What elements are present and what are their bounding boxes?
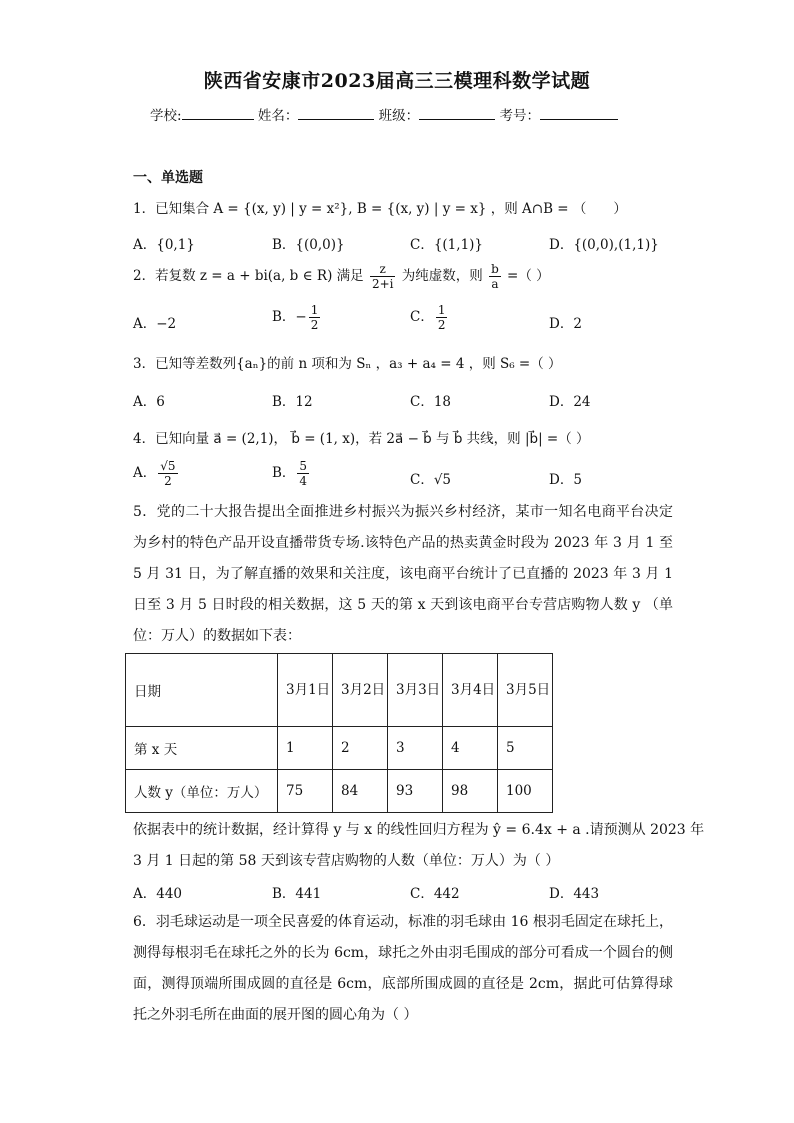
student-info-line (150, 104, 618, 124)
table-header-cell: 3月1日 (278, 654, 333, 727)
q4-option-a-fraction (158, 459, 177, 488)
q2-option-c-label: C． (410, 309, 434, 325)
table-row (126, 654, 553, 727)
section-title: 一、单选题 (133, 170, 203, 186)
q4-option-c[interactable]: C．√5 (410, 472, 452, 488)
q2-option-c-fraction (436, 303, 448, 332)
q4-option-a-num: √5 (160, 459, 176, 473)
question-5-text: 5．党的二十大报告提出全面推进乡村振兴为振兴乡村经济，某市一知名电商平台决定为乡村的特色产品开设直播带货专场.该特色产品的热卖黄金时段为 2023 年 3 月 1 至 5 月 31 日，为了解直播的效果和关注度，该电商平台统计了已直播的 2023 年 3 月 1 日至 3 月 5 日时段的相关数据，这 5 天的第 x 天到该电商平台专营店购物人数 y （单位：万人）的数据如下表： (133, 504, 673, 644)
q4-option-b-num: 5 (299, 459, 308, 473)
q1-option-d[interactable]: D．{(0,0),(1,1)} (549, 237, 659, 253)
q4-option-b-den: 4 (299, 474, 308, 488)
class-label: 班级： (378, 108, 420, 124)
q2-option-b-fraction (309, 303, 321, 332)
q2-stem-part-a: 2．若复数 z = a + bi(a, b ∈ R) 满足 (133, 268, 364, 284)
q2-option-b-label: B．− (272, 309, 307, 325)
table-cell: 84 (333, 770, 388, 813)
data-table (125, 653, 553, 813)
q2-option-c-num: 1 (437, 303, 446, 317)
q5-option-a[interactable]: A．440 (133, 886, 183, 902)
q5-option-b[interactable]: B．441 (272, 886, 322, 902)
q3-option-c[interactable]: C．18 (410, 394, 452, 410)
q2-stem-part-c: =（ ） (507, 268, 550, 284)
table-header-cell: 3月2日 (333, 654, 388, 727)
exam-number-label: 考号： (499, 108, 540, 124)
q5-option-c[interactable]: C．442 (410, 886, 460, 902)
q2-option-d[interactable]: D．2 (549, 316, 582, 332)
table-cell: 1 (278, 727, 333, 770)
table-header-date: 日期 (126, 654, 278, 727)
question-2-stem (133, 262, 550, 291)
name-label: 姓名： (257, 108, 299, 124)
question-5-after-line-2: 3 月 1 日起的第 58 天到该专营店购物的人数（单位：万人）为（ ） (133, 853, 560, 869)
q3-option-a[interactable]: A．6 (133, 394, 165, 410)
q2-frac2-denominator: a (491, 277, 499, 291)
table-header-cell: 3月3日 (388, 654, 443, 727)
q4-option-d[interactable]: D．5 (549, 472, 582, 488)
q4-option-b-label: B． (272, 465, 296, 481)
q5-option-d[interactable]: D．443 (549, 886, 600, 902)
q2-option-b-den: 2 (310, 318, 319, 332)
table-cell: 2 (333, 727, 388, 770)
school-blank[interactable] (182, 105, 254, 120)
question-1-stem: 1．已知集合 A = {(x, y) | y = x²}, B = {(x, y) | y = x} ，则 A∩B = （ ） (133, 201, 627, 217)
question-3-stem: 3．已知等差数列{aₙ}的前 n 项和为 Sₙ ，a₃ + a₄ = 4 ，则 S₆ =（ ） (133, 356, 562, 372)
q2-option-b-num: 1 (310, 303, 319, 317)
table-cell: 93 (388, 770, 443, 813)
q4-option-a-den: 2 (164, 474, 172, 488)
q2-option-a[interactable]: A．−2 (133, 316, 177, 332)
table-cell: 3 (388, 727, 443, 770)
exam-number-blank[interactable] (540, 105, 618, 120)
q2-frac-numerator: z (370, 262, 396, 277)
q2-option-c[interactable] (410, 303, 449, 332)
table-cell: 5 (498, 727, 553, 770)
q2-frac2-numerator: b (491, 262, 499, 276)
name-blank[interactable] (298, 105, 374, 120)
q1-option-b[interactable]: B．{(0,0)} (272, 237, 345, 253)
table-cell: 98 (443, 770, 498, 813)
q4-option-a[interactable] (133, 459, 180, 488)
q1-option-a[interactable]: A．{0,1} (133, 237, 195, 253)
school-label: 学校: (150, 108, 182, 124)
q3-option-d[interactable]: D．24 (549, 394, 591, 410)
table-row-label-people: 人数 y（单位：万人） (126, 770, 278, 813)
q3-option-b[interactable]: B．12 (272, 394, 313, 410)
q2-option-b[interactable] (272, 303, 322, 332)
table-header-cell: 3月4日 (443, 654, 498, 727)
q4-option-b[interactable] (272, 459, 311, 488)
q2-option-c-den: 2 (437, 318, 446, 332)
q4-option-b-fraction (297, 459, 309, 488)
q2-stem-part-b: 为纯虚数，则 (401, 268, 483, 284)
table-cell: 4 (443, 727, 498, 770)
exam-title: 陕西省安康市2023届高三三模理科数学试题 (203, 70, 591, 92)
table-row (126, 770, 553, 813)
q4-option-a-label: A． (133, 465, 157, 481)
q1-option-c[interactable]: C．{(1,1)} (410, 237, 484, 253)
table-cell: 75 (278, 770, 333, 813)
table-cell: 100 (498, 770, 553, 813)
table-row (126, 727, 553, 770)
table-row-label-day: 第 x 天 (126, 727, 278, 770)
table-header-cell: 3月5日 (498, 654, 553, 727)
q2-fraction-z (370, 262, 396, 291)
question-6-text: 6．羽毛球运动是一项全民喜爱的体育运动，标准的羽毛球由 16 根羽毛固定在球托上，测得每根羽毛在球托之外的长为 6cm，球托之外由羽毛围成的部分可看成一个圆台的侧面，测得顶端所围成圆的直径是 6cm，底部所围成圆的直径是 2cm，据此可估算得球托之外羽毛所在曲面的展开图的圆心角为（ ） (133, 914, 673, 1023)
q2-frac-denominator: 2+i (371, 277, 394, 291)
question-5-after-line-1: 依据表中的统计数据，经计算得 y 与 x 的线性回归方程为 ŷ = 6.4x + a .请预测从 2023 年 (133, 822, 705, 838)
q2-fraction-ba (489, 262, 501, 291)
question-4-stem: 4．已知向量 a⃗ = (2,1)， b⃗ = (1, x)，若 2a⃗ − b⃗ 与 b⃗ 共线，则 |b⃗| =（ ） (133, 431, 590, 447)
class-blank[interactable] (419, 105, 495, 120)
